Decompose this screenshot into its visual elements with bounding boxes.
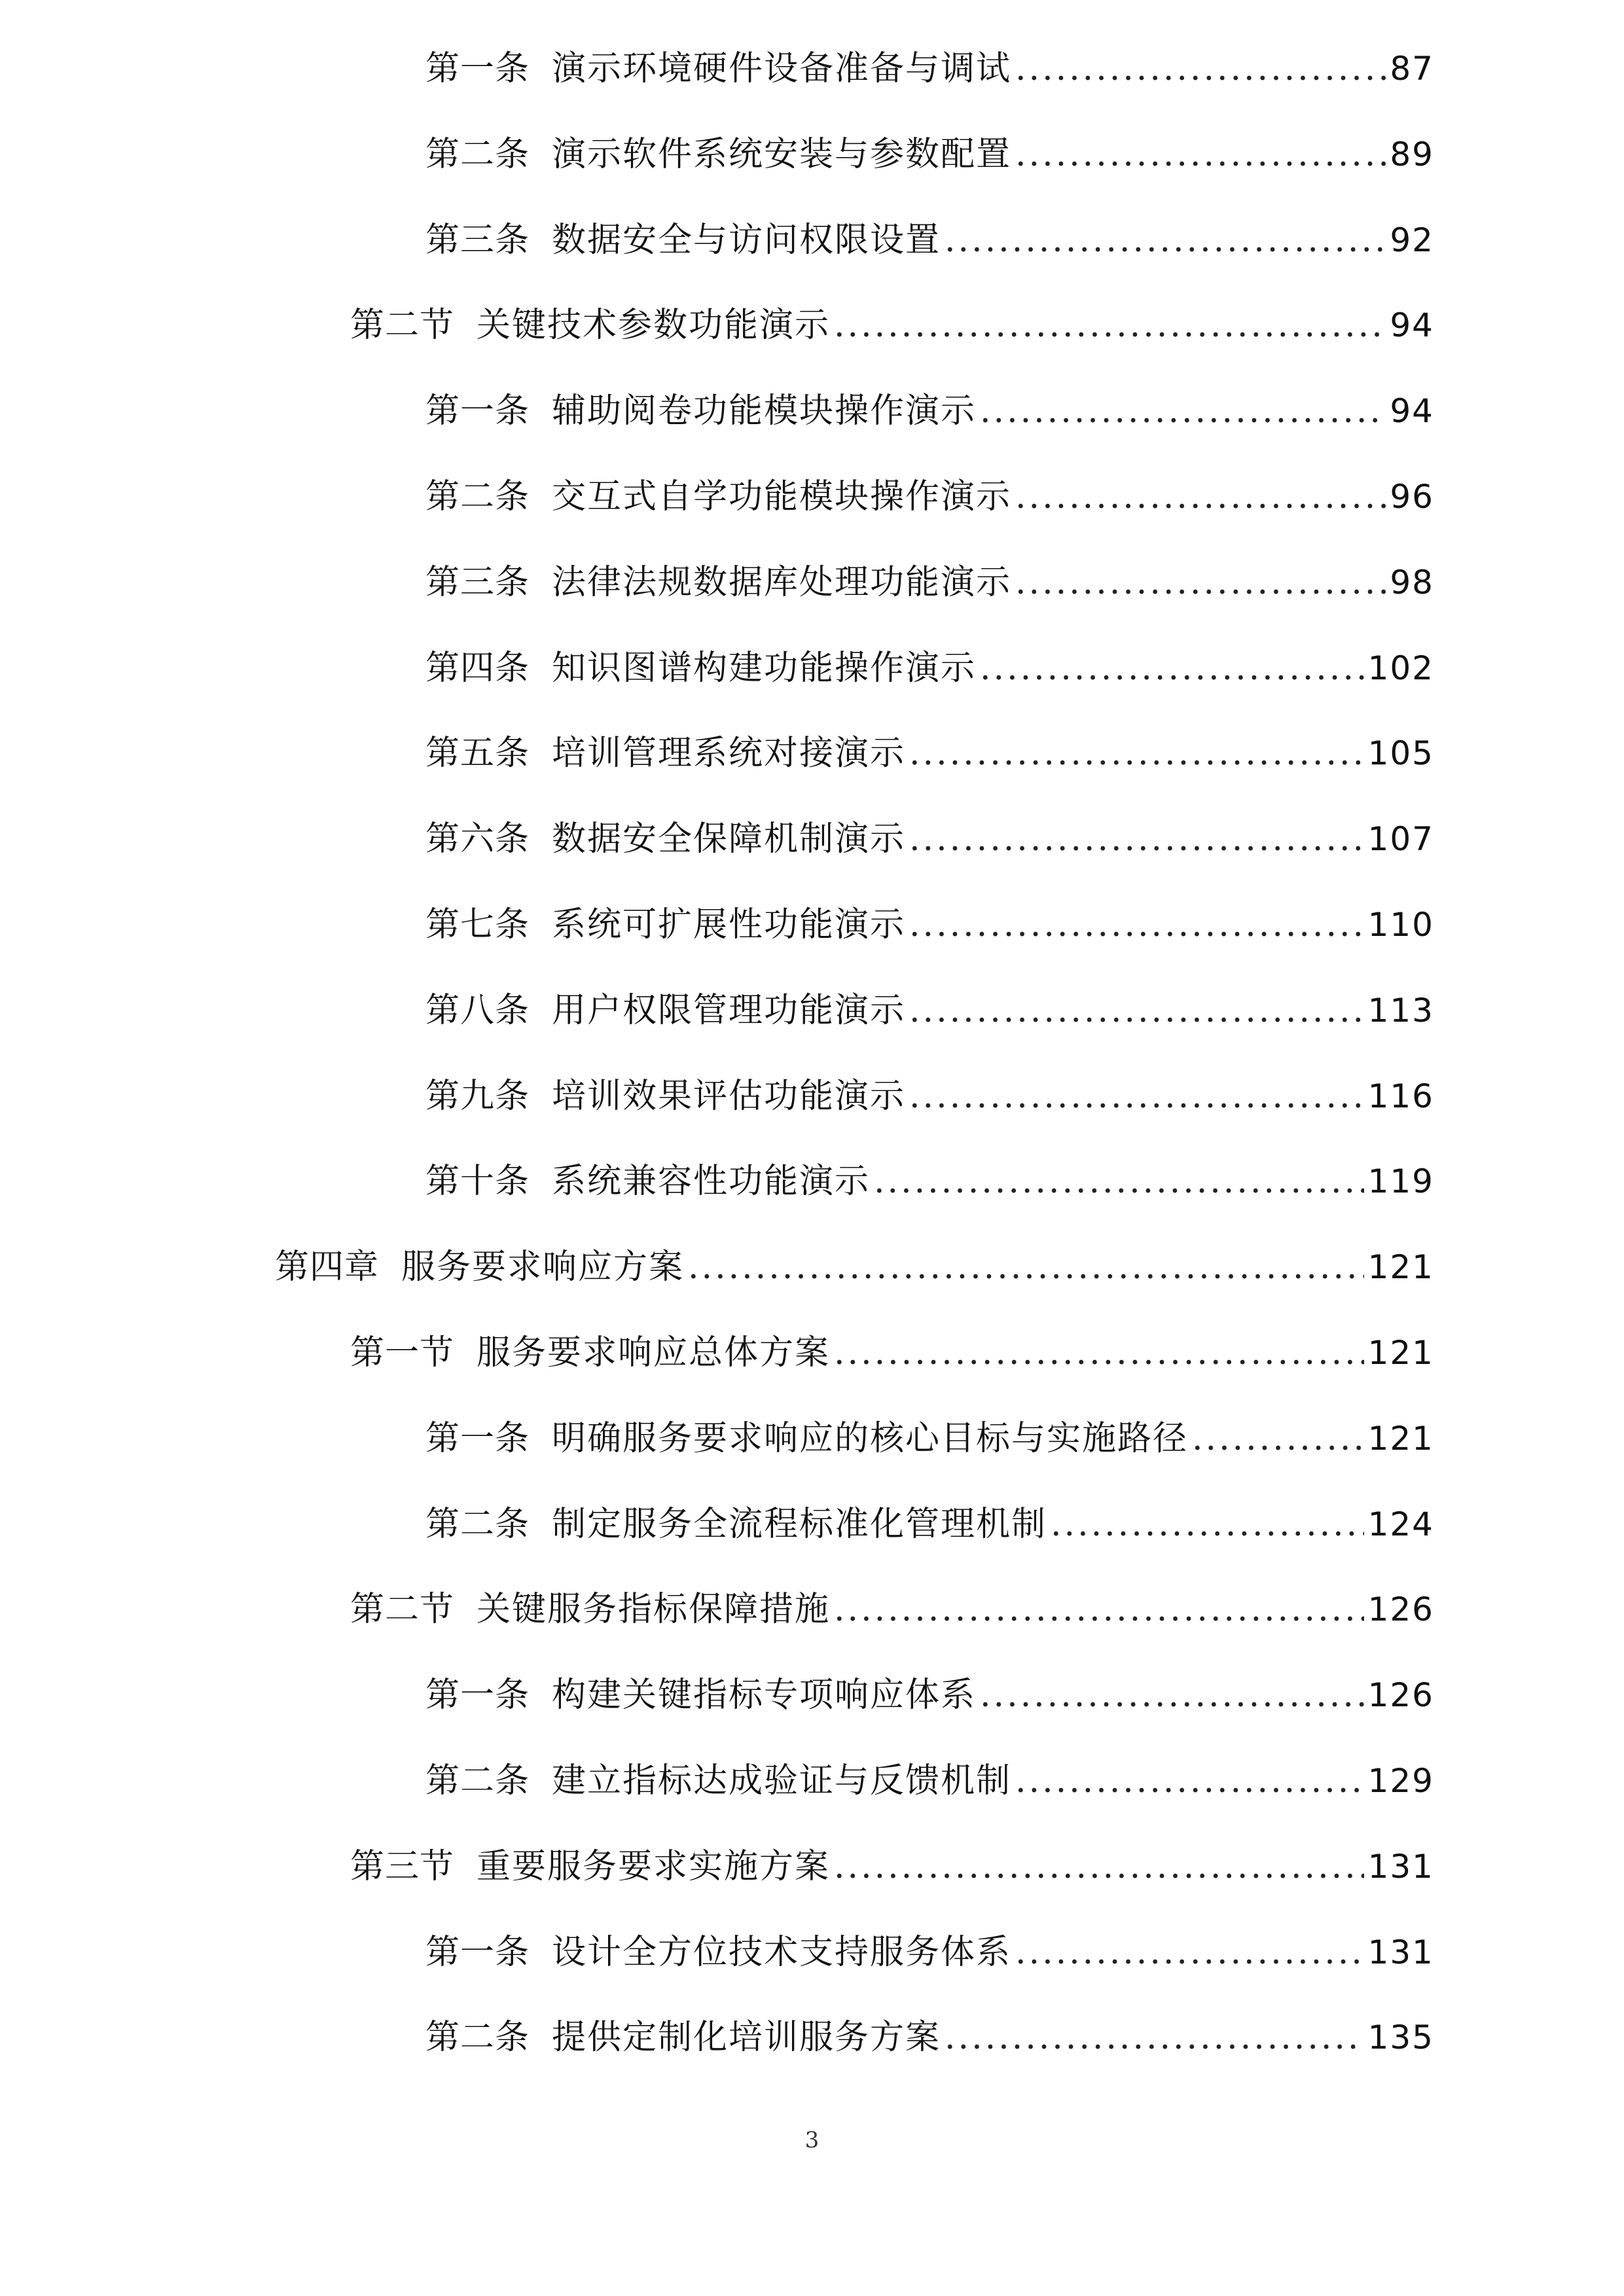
toc-entry-title: 系统可扩展性功能演示: [552, 905, 906, 944]
toc-entry[interactable]: [425, 122, 1434, 187]
toc-entry-title: 制定服务全流程标准化管理机制: [552, 1504, 1047, 1544]
toc-dot-leader: [1015, 1920, 1364, 1985]
toc-entry-page: 102: [1367, 649, 1434, 687]
toc-dot-leader: [1051, 1492, 1364, 1557]
toc-entry-page: 96: [1390, 478, 1434, 516]
toc-entry[interactable]: [425, 978, 1434, 1043]
toc-entry-page: 121: [1367, 1334, 1434, 1372]
toc-dot-leader: [834, 1577, 1364, 1642]
toc-dot-leader: [909, 721, 1364, 786]
toc-entry[interactable]: [425, 464, 1434, 529]
toc-dot-leader: [909, 806, 1364, 872]
toc-dot-leader: [909, 1064, 1364, 1129]
toc-entry-number: 第六条: [425, 819, 530, 859]
toc-entry-number: 第一条: [425, 49, 530, 88]
toc-entry-title: 服务要求响应方案: [401, 1247, 685, 1287]
toc-entry-number: 第二条: [425, 1504, 530, 1544]
toc-entry-number: 第二条: [425, 1761, 530, 1801]
toc-entry-title: 演示软件系统安装与参数配置: [552, 134, 1012, 174]
toc-entry-number: 第二条: [425, 134, 530, 174]
toc-entry[interactable]: [425, 1064, 1434, 1129]
toc-entry-page: 131: [1367, 1933, 1434, 1971]
toc-dot-leader: [980, 636, 1364, 701]
toc-entry-number: 第一条: [425, 1676, 530, 1715]
toc-dot-leader: [1015, 36, 1386, 101]
toc-entry-number: 第一条: [425, 1418, 530, 1458]
toc-dot-leader: [834, 1320, 1364, 1386]
toc-entry[interactable]: [425, 378, 1434, 444]
toc-entry[interactable]: [425, 806, 1434, 872]
toc-entry-number: 第二节: [350, 306, 455, 346]
toc-entry-number: 第三条: [425, 220, 530, 260]
toc-entry[interactable]: [350, 1577, 1434, 1642]
toc-entry-page: 89: [1390, 135, 1434, 173]
page-number: 3: [804, 2127, 820, 2153]
toc-dot-leader: [945, 207, 1386, 273]
toc-dot-leader: [1015, 464, 1386, 529]
toc-entry[interactable]: [425, 1920, 1434, 1985]
toc-entry-title: 关键技术参数功能演示: [477, 306, 831, 346]
toc-entry[interactable]: [350, 293, 1434, 358]
toc-entry[interactable]: [425, 1149, 1434, 1214]
toc-entry-title: 知识图谱构建功能操作演示: [552, 648, 977, 688]
toc-dot-leader: [1015, 1748, 1364, 1814]
toc-dot-leader: [874, 1149, 1364, 1214]
toc-entry-title: 法律法规数据库处理功能演示: [552, 562, 1012, 602]
toc-dot-leader: [909, 978, 1364, 1043]
toc-entry-number: 第一节: [350, 1333, 455, 1372]
toc-entry[interactable]: [425, 207, 1434, 273]
toc-entry-page: 131: [1367, 1847, 1434, 1886]
toc-entry-page: 92: [1390, 221, 1434, 259]
toc-dot-leader: [980, 378, 1386, 444]
toc-entry-page: 87: [1390, 50, 1434, 88]
toc-entry-page: 94: [1390, 392, 1434, 431]
toc-entry-page: 105: [1367, 734, 1434, 773]
toc-entry-title: 构建关键指标专项响应体系: [552, 1676, 977, 1715]
toc-dot-leader: [909, 892, 1364, 958]
toc-entry-number: 第二条: [425, 477, 530, 516]
toc-entry-page: 121: [1367, 1248, 1434, 1287]
toc-entry-title: 数据安全与访问权限设置: [552, 220, 941, 260]
toc-entry-number: 第七条: [425, 905, 530, 944]
toc-dot-leader: [834, 1834, 1364, 1899]
toc-entry[interactable]: [425, 636, 1434, 701]
toc-entry[interactable]: [425, 550, 1434, 615]
toc-entry-title: 数据安全保障机制演示: [552, 819, 906, 859]
toc-entry-title: 交互式自学功能模块操作演示: [552, 477, 1012, 516]
toc-entry-number: 第三条: [425, 562, 530, 602]
toc-entry-number: 第八条: [425, 990, 530, 1030]
toc-entry[interactable]: [425, 1406, 1434, 1471]
toc-entry-title: 建立指标达成验证与反馈机制: [552, 1761, 1012, 1801]
toc-entry[interactable]: [350, 1320, 1434, 1386]
toc-entry-page: 135: [1367, 2018, 1434, 2057]
toc-dot-leader: [1015, 122, 1386, 187]
toc-entry[interactable]: [425, 36, 1434, 101]
toc-entry-number: 第二条: [425, 2018, 530, 2058]
toc-entry-title: 服务要求响应总体方案: [477, 1333, 831, 1372]
toc-dot-leader: [980, 1662, 1364, 1728]
toc-entry[interactable]: [425, 2005, 1434, 2070]
toc-entry-number: 第五条: [425, 734, 530, 774]
toc-entry-title: 培训效果评估功能演示: [552, 1076, 906, 1116]
toc-entry-page: 119: [1367, 1162, 1434, 1201]
toc-entry-page: 113: [1367, 991, 1434, 1030]
toc-entry-title: 演示环境硬件设备准备与调试: [552, 49, 1012, 88]
toc-entry-page: 116: [1367, 1077, 1434, 1115]
toc-entry-page: 126: [1367, 1676, 1434, 1715]
toc-entry-title: 提供定制化培训服务方案: [552, 2018, 941, 2058]
toc-entry-page: 124: [1367, 1505, 1434, 1543]
toc-entry-number: 第一条: [425, 391, 530, 431]
toc-entry-number: 第九条: [425, 1076, 530, 1116]
toc-entry-title: 辅助阅卷功能模块操作演示: [552, 391, 977, 431]
toc-entry-title: 关键服务指标保障措施: [477, 1590, 831, 1630]
toc-entry-title: 培训管理系统对接演示: [552, 734, 906, 774]
toc-entry-page: 107: [1367, 820, 1434, 859]
toc-entry-page: 121: [1367, 1419, 1434, 1458]
toc-entry-page: 129: [1367, 1762, 1434, 1800]
toc-entry[interactable]: [425, 1662, 1434, 1728]
toc-entry-number: 第三节: [350, 1846, 455, 1886]
toc-entry-number: 第一条: [425, 1932, 530, 1972]
toc-entry[interactable]: [425, 892, 1434, 958]
toc-entry-title: 系统兼容性功能演示: [552, 1162, 871, 1202]
toc-dot-leader: [1015, 550, 1386, 615]
toc-dot-leader: [688, 1234, 1364, 1300]
toc-entry[interactable]: [275, 1234, 1434, 1300]
toc-entry-page: 94: [1390, 306, 1434, 345]
toc-entry-title: 用户权限管理功能演示: [552, 990, 906, 1030]
toc-entry-title: 重要服务要求实施方案: [477, 1846, 831, 1886]
toc-entry-title: 明确服务要求响应的核心目标与实施路径: [552, 1418, 1189, 1458]
toc-entry-title: 设计全方位技术支持服务体系: [552, 1932, 1012, 1972]
toc-dot-leader: [834, 293, 1386, 358]
toc-entry-page: 126: [1367, 1590, 1434, 1629]
toc-entry[interactable]: [350, 1834, 1434, 1899]
toc-entry[interactable]: [425, 721, 1434, 786]
toc-entry[interactable]: [425, 1492, 1434, 1557]
toc-entry-number: 第四条: [425, 648, 530, 688]
toc-entry-number: 第四章: [275, 1247, 380, 1287]
toc-dot-leader: [1192, 1406, 1364, 1471]
toc-entry-number: 第二节: [350, 1590, 455, 1630]
toc-dot-leader: [945, 2005, 1364, 2070]
toc-entry[interactable]: [425, 1748, 1434, 1814]
toc-entry-number: 第十条: [425, 1162, 530, 1202]
toc-entry-page: 98: [1390, 563, 1434, 601]
toc-entry-page: 110: [1367, 906, 1434, 944]
